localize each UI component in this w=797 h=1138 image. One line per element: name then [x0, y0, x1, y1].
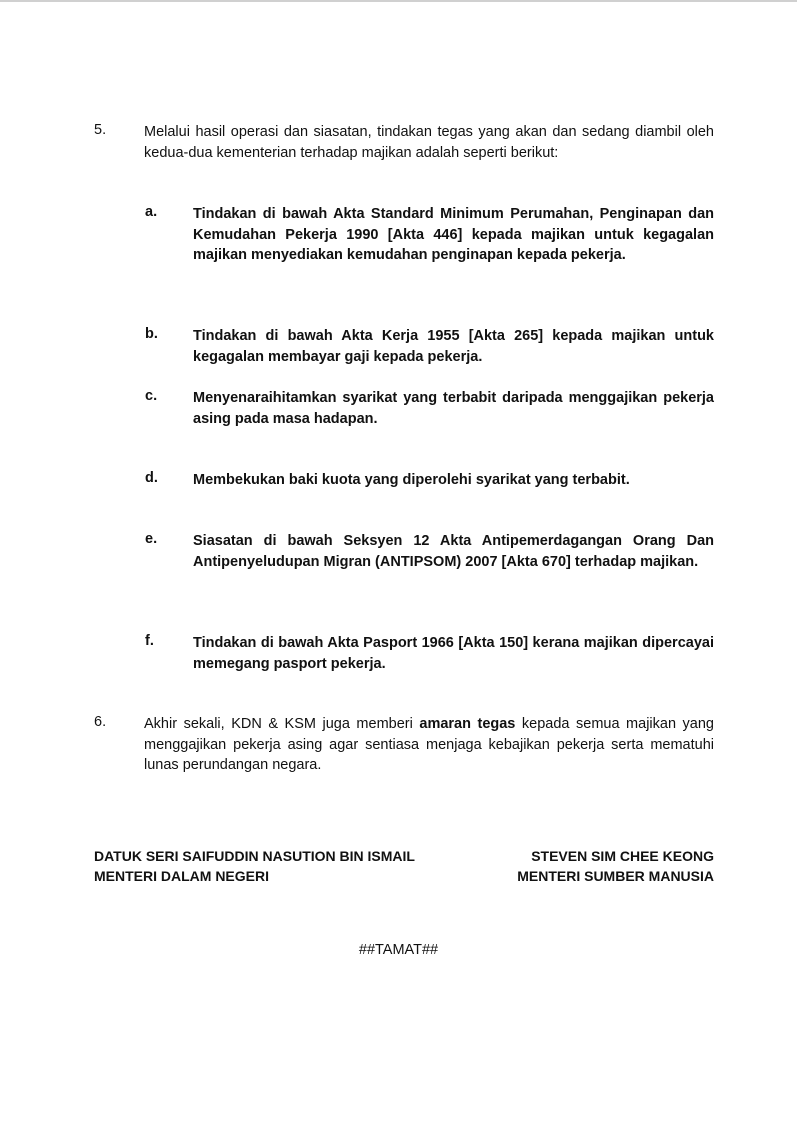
paragraph-6-emphasis: amaran tegas	[419, 716, 516, 732]
action-b-letter: b.	[145, 326, 158, 342]
action-b-text: Tindakan di bawah Akta Kerja 1955 [Akta 265] kepada majikan untuk kegagalan membayar gaji kepada pekerja.	[193, 328, 714, 365]
paragraph-6-number: 6.	[94, 714, 107, 730]
action-f-letter: f.	[145, 633, 154, 649]
action-a-text: Tindakan di bawah Akta Standard Minimum Perumahan, Penginapan dan Kemudahan Pekerja 1990 [Akta 446] kepada majikan untuk kegagalan majikan menyediakan kemudahan penginapan kepada pekerja.	[193, 206, 714, 263]
action-d-text: Membekukan baki kuota yang diperolehi syarikat yang terbabit.	[193, 472, 630, 488]
signatory-right-name: STEVEN SIM CHEE KEONG	[531, 848, 714, 864]
signatory-left-title: MENTERI DALAM NEGERI	[94, 868, 269, 884]
action-f-text: Tindakan di bawah Akta Pasport 1966 [Akta 150] kerana majikan dipercayai memegang pasport pekerja.	[193, 635, 714, 672]
action-d-letter: d.	[145, 470, 158, 486]
signatory-right-title: MENTERI SUMBER MANUSIA	[517, 868, 714, 884]
signatory-left	[94, 846, 415, 886]
end-mark: ##TAMAT##	[358, 942, 439, 958]
signatory-right	[517, 846, 714, 886]
paragraph-6-text	[144, 714, 714, 776]
paragraph-6-text-start: Akhir sekali, KDN & KSM juga memberi	[144, 716, 420, 732]
action-e-letter: e.	[145, 531, 158, 547]
paragraph-5-text: Melalui hasil operasi dan siasatan, tindakan tegas yang akan dan sedang diambil oleh kedua-dua kementerian terhadap majikan adalah seperti berikut:	[144, 124, 714, 161]
page-top-border	[0, 0, 797, 2]
action-e-text: Siasatan di bawah Seksyen 12 Akta Antipemerdagangan Orang Dan Antipenyeludupan Migran (ANTIPSOM) 2007 [Akta 670] terhadap majikan.	[193, 533, 714, 570]
paragraph-6-text-end: kepada semua majikan yang menggajikan pekerja asing agar sentiasa menjaga kebajikan pekerja serta mematuhi lunas perundangan negara.	[144, 716, 714, 773]
action-c-letter: c.	[145, 388, 158, 404]
paragraph-5-number: 5.	[94, 122, 107, 138]
action-c-text: Menyenaraihitamkan syarikat yang terbabit daripada menggajikan pekerja asing pada masa hadapan.	[193, 390, 714, 427]
signatory-left-name: DATUK SERI SAIFUDDIN NASUTION BIN ISMAIL	[94, 848, 415, 864]
action-a-letter: a.	[145, 204, 158, 220]
